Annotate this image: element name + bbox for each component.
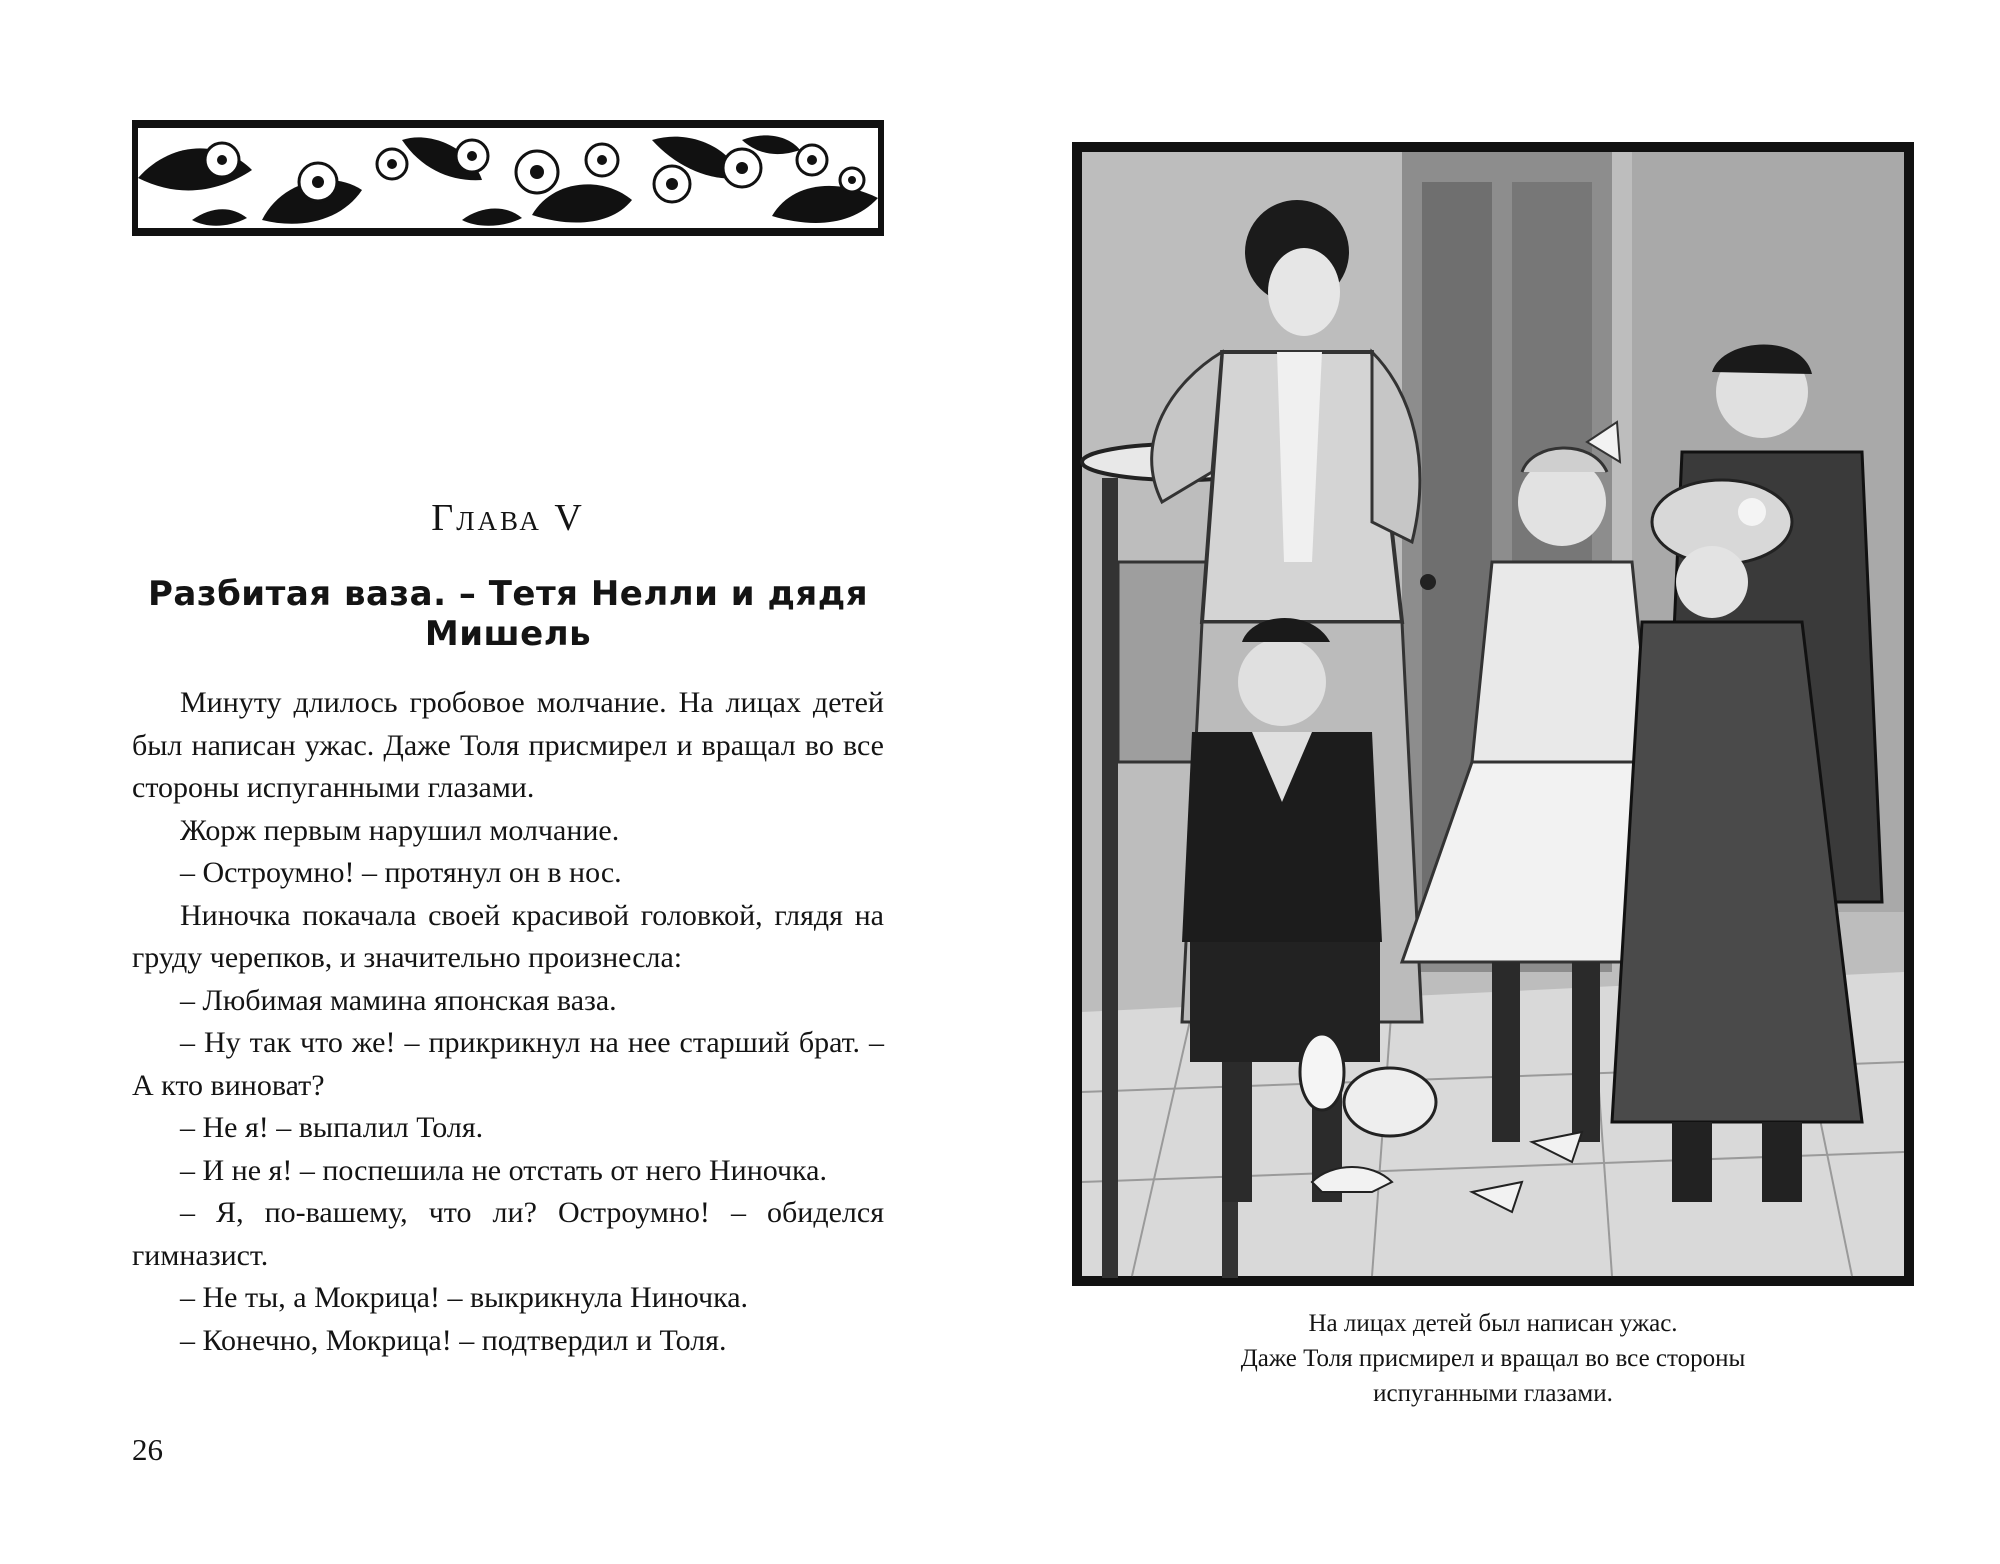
paragraph: Жорж первым нарушил молчание.	[180, 813, 620, 847]
paragraph: – Ну так что же! – прикрикнул на нее старший брат. – А кто виноват?	[132, 1026, 884, 1102]
paragraph: – Я, по-вашему, что ли? Остроумно! – обиделся гимназист.	[132, 1196, 884, 1272]
paragraph: Минуту длилось гробовое молчание. На лицах детей был написан ужас. Даже Толя присмирел и вращал во все стороны испуганными глазами.	[132, 686, 884, 804]
paragraph: – Конечно, Мокрица! – подтвердил и Толя.	[180, 1323, 727, 1357]
paragraph: Ниночка покачала своей красивой головкой, глядя на груду черепков, и значительно произнесла:	[132, 898, 884, 974]
paragraph: – Остроумно! – протянул он в нос.	[180, 856, 622, 889]
caption-line: На лицах детей был написан ужас.	[1308, 1310, 1678, 1337]
paragraph: – И не я! – поспешила не отстать от него Ниночка.	[180, 1153, 827, 1187]
right-page	[1000, 0, 2000, 1564]
paragraph: – Не ты, а Мокрица! – выкрикнула Ниночка.	[180, 1281, 749, 1314]
floral-ornament-header	[132, 120, 884, 236]
chapter-subtitle: Разбитая ваза. – Тетя Нелли и дядя Мишель	[147, 574, 869, 654]
page-number: 26	[132, 1432, 163, 1467]
engraving-scene-icon	[1072, 142, 1914, 1286]
engraving-illustration	[1072, 142, 1914, 1286]
illustration-caption	[1072, 1306, 1914, 1411]
floral-ornament-icon	[132, 120, 884, 236]
paragraph: – Любимая мамина японская ваза.	[180, 983, 617, 1017]
chapter-text	[132, 682, 884, 1362]
paragraph: – Не я! – выпалил Толя.	[180, 1111, 484, 1144]
caption-line: Даже Толя присмирел и вращал во все стороны	[1240, 1345, 1746, 1372]
chapter-title: Глава V	[431, 497, 585, 539]
caption-line: испуганными глазами.	[1373, 1380, 1613, 1407]
